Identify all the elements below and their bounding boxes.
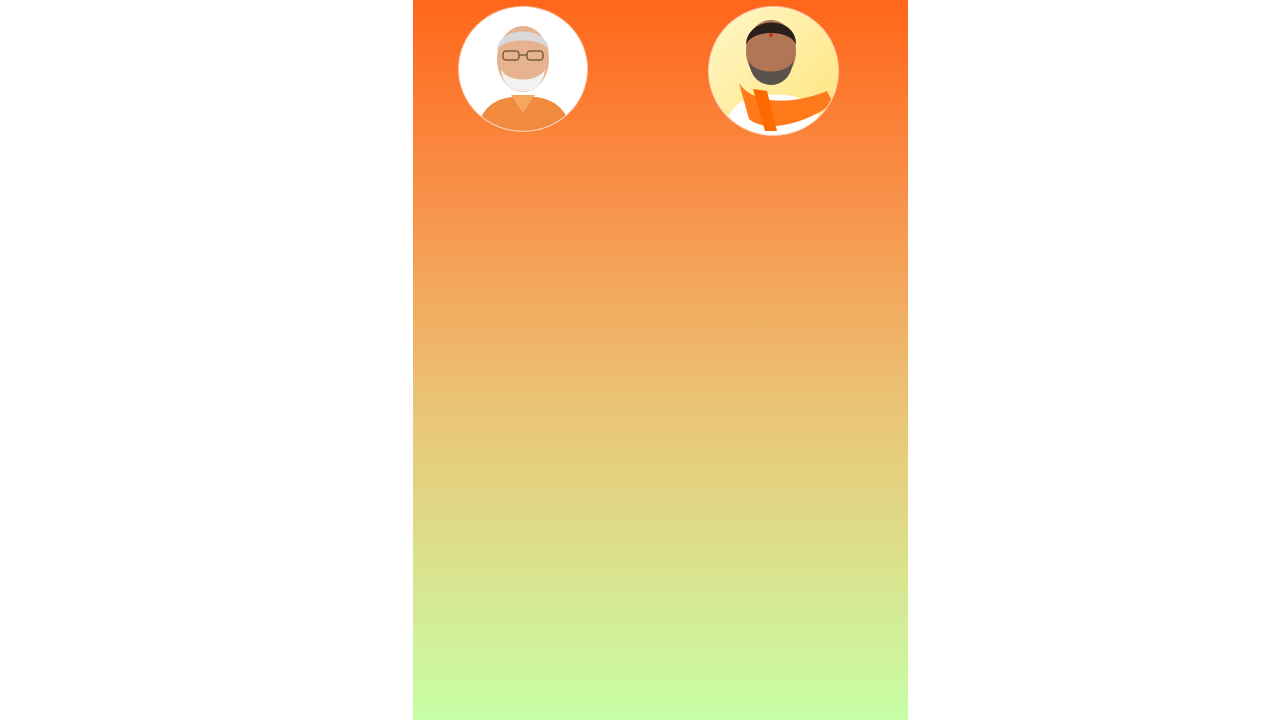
- poster-frame: [413, 0, 908, 720]
- leader-portrait-right: [709, 7, 838, 135]
- person-portrait-right-icon: [709, 7, 838, 135]
- person-portrait-left-icon: [459, 7, 587, 131]
- leader-portrait-left: [459, 7, 587, 131]
